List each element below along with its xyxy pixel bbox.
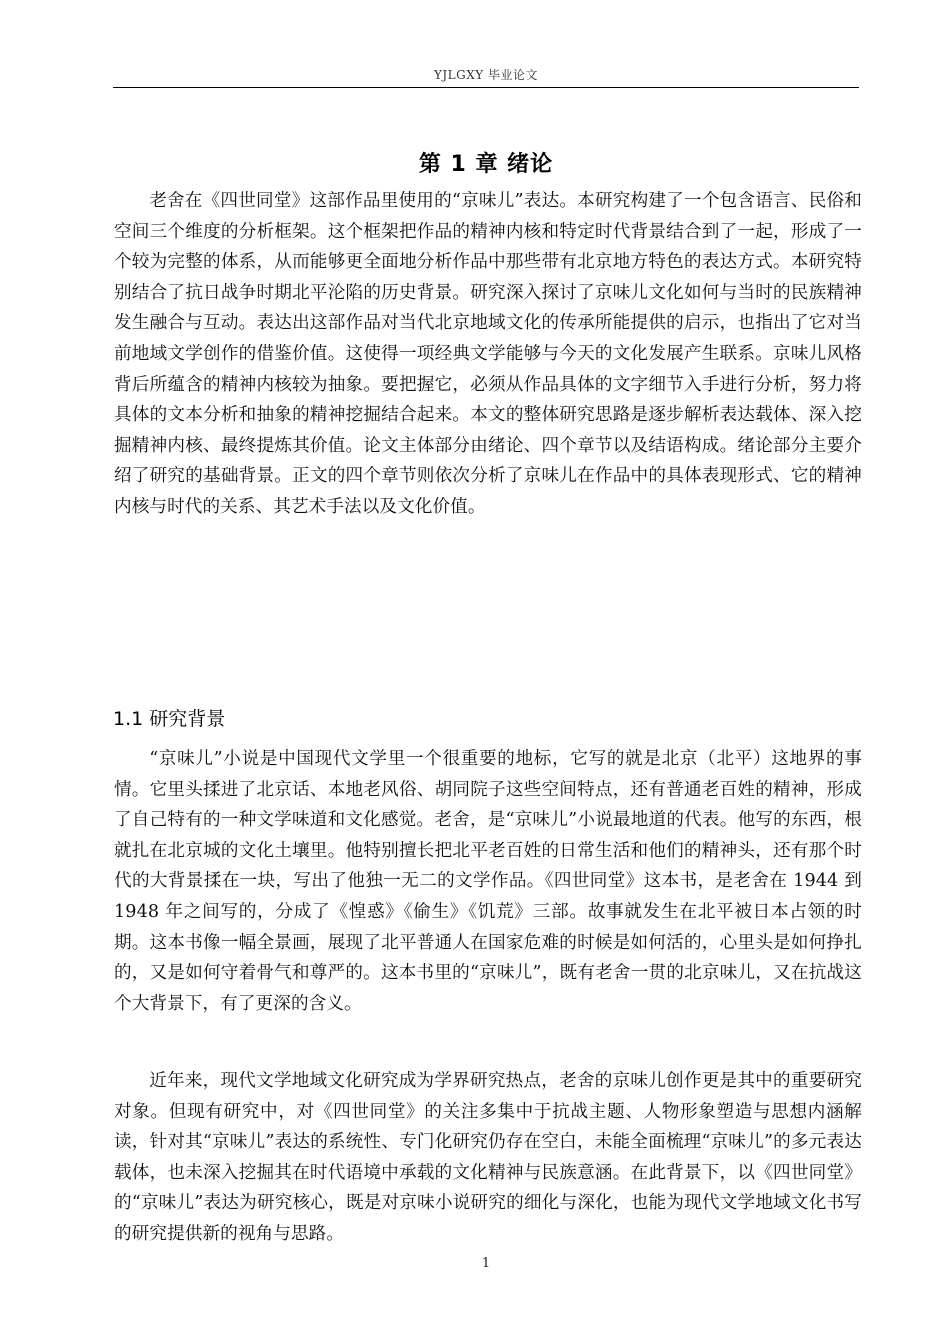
section-paragraph-2: 近年来，现代文学地域文化研究成为学界研究热点，老舍的京味儿创作更是其中的重要研究对象。但现有研究中，对《四世同堂》的关注多集中于抗战主题、人物形象塑造与思想内涵解读，针对其“京味儿”表达的系统性、专门化研究仍存在空白，未能全面梳理“京味儿”的多元表达载体，也未深入挖掘其在时代语境中承载的文化精神与民族意涵。在此背景下，以《四世同堂》的“京味儿”表达为研究核心，既是对京味小说研究的细化与深化，也能为现代文学地域文化书写的研究提供新的视角与思路。 <box>114 1071 862 1244</box>
chapter-intro-paragraph: 老舍在《四世同堂》这部作品里使用的“京味儿”表达。本研究构建了一个包含语言、民俗和空间三个维度的分析框架。这个框架把作品的精神内核和特定时代背景结合到了一起，形成了一个较为完整的体系，从而能够更全面地分析作品中那些带有北京地方特色的表达方式。本研究特别结合了抗日战争时期北平沦陷的历史背景。研究深入探讨了京味儿文化如何与当时的民族精神发生融合与互动。表达出这部作品对当代北京地域文化的传承所能提供的启示，也指出了它对当前地域文学创作的借鉴价值。这使得一项经典文学能够与今天的文化发展产生联系。京味儿风格背后所蕴含的精神内核较为抽象。要把握它，必须从作品具体的文字细节入手进行分析，努力将具体的文本分析和抽象的精神挖掘结合起来。本文的整体研究思路是逐步解析表达载体、深入挖掘精神内核、最终提炼其价值。论文主体部分由绪论、四个章节以及结语构成。绪论部分主要介绍了研究的基础背景。正文的四个章节则依次分析了京味儿在作品中的具体表现形式、它的精神内核与时代的关系、其艺术手法以及文化价值。 <box>114 191 862 517</box>
section-title: 1.1 研究背景 <box>113 708 226 730</box>
header-divider <box>113 87 859 88</box>
section-paragraph-1: “京味儿”小说是中国现代文学里一个很重要的地标，它写的就是北京（北平）这地界的事情。它里头揉进了北京话、本地老风俗、胡同院子这些空间特点，还有普通老百姓的精神，形成了自己特有的一种文学味道和文化感觉。老舍，是“京味儿”小说最地道的代表。他写的东西，根就扎在北京城的文化土壤里。他特别擅长把北平老百姓的日常生活和他们的精神头，还有那个时代的大背景揉在一块，写出了他独一无二的文学作品。《四世同堂》这本书，是老舍在 1944 到 1948 年之间写的，分成了《惶惑》《偷生》《饥荒》三部。故事就发生在北平被日本占领的时期。这本书像一幅全景画，展现了北平普通人在国家危难的时候是如何活的，心里头是如何挣扎的，又是如何守着骨气和尊严的。这本书里的“京味儿”，既有老舍一贯的北京味儿，又在抗战这个大背景下，有了更深的含义。 <box>114 749 862 1014</box>
page-number: 1 <box>481 1256 491 1271</box>
running-header: YJLGXY 毕业论文 <box>433 68 539 82</box>
chapter-title: 第 1 章 绪论 <box>418 152 554 177</box>
